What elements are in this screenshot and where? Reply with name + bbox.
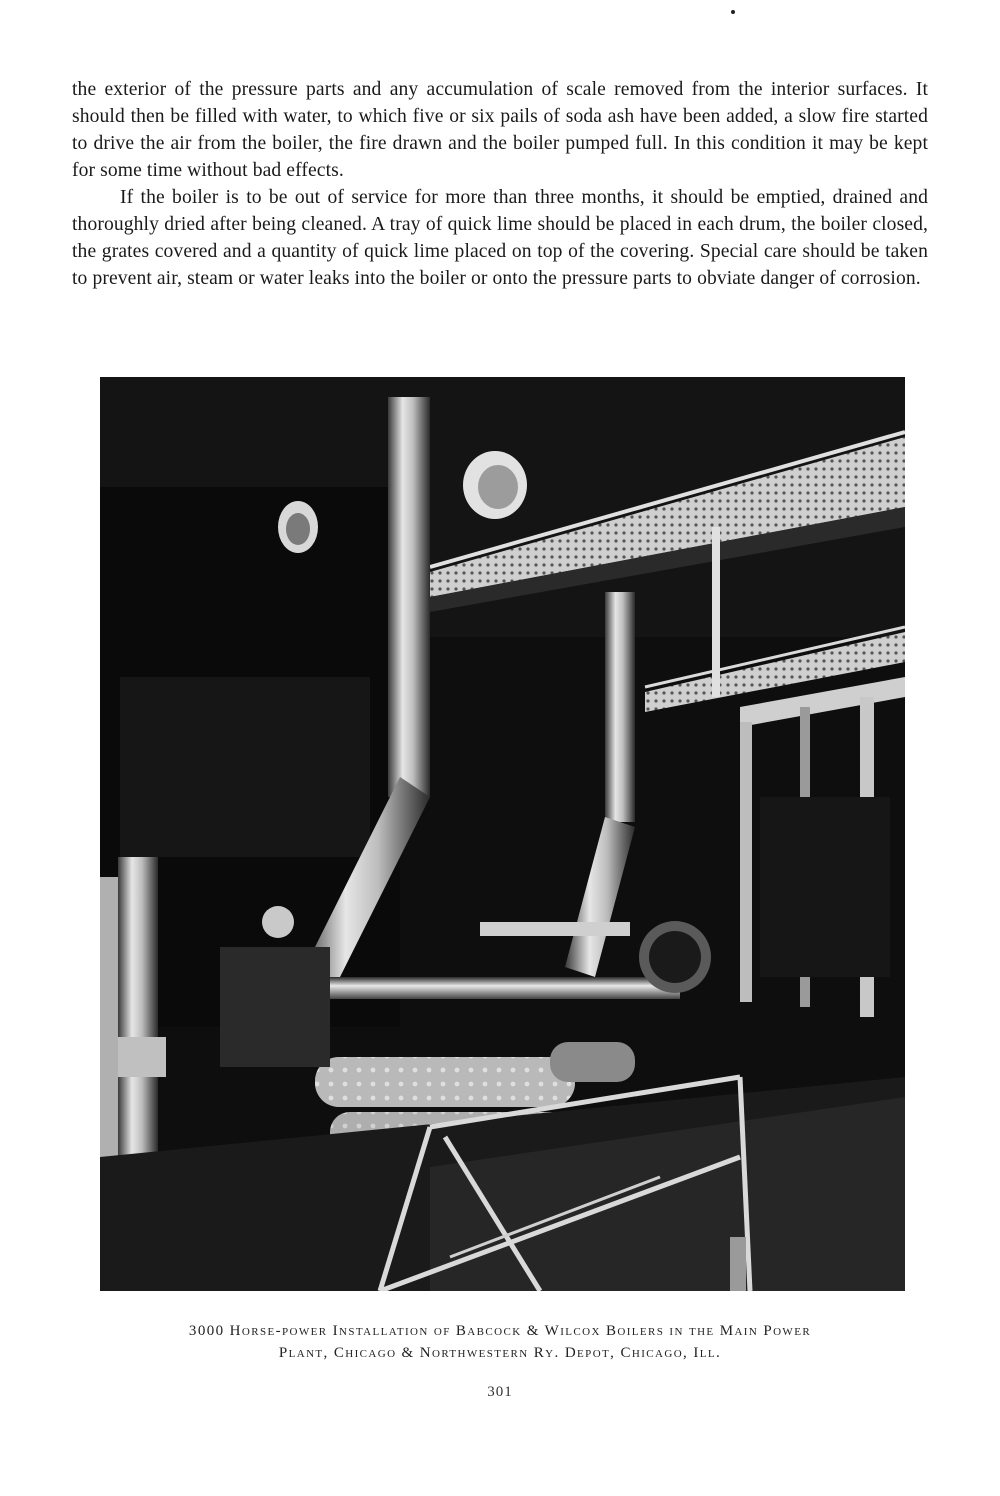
print-speck bbox=[731, 10, 735, 14]
paragraph-2: If the boiler is to be out of service for more than three months, it should be emptied, drained and thoroughly dried after being cleaned. A tray of quick lime should be placed in each drum, the boiler closed, the grates covered and a quantity of quick lime placed on top of the covering. Special care should be taken to prevent air, steam or water leaks into the boiler or onto the pressure parts to obviate danger of corrosion. bbox=[72, 187, 928, 289]
figure-caption bbox=[60, 1320, 940, 1364]
page-number: 301 bbox=[487, 1384, 513, 1400]
caption-line-2: Plant, Chicago & Northwestern Ry. Depot, Chicago, Ill. bbox=[278, 1345, 722, 1361]
boiler-room-illustration bbox=[100, 377, 905, 1291]
caption-line-1: 3000 Horse-power Installation of Babcock & Wilcox Boilers in the Main Power bbox=[188, 1323, 812, 1339]
boiler-room-photograph bbox=[100, 377, 905, 1291]
body-text bbox=[72, 76, 928, 292]
steam-pipe-center bbox=[388, 397, 430, 797]
steam-pipe-right bbox=[605, 592, 635, 822]
paragraph-1: the exterior of the pressure parts and any accumulation of scale removed from the interior surfaces. It should then be filled with water, to which five or six pails of soda ash have been added, a slow fire started to drive the air from the boiler, the fire drawn and the boiler pumped full. In this condition it may be kept for some time without bad effects. bbox=[72, 79, 928, 181]
